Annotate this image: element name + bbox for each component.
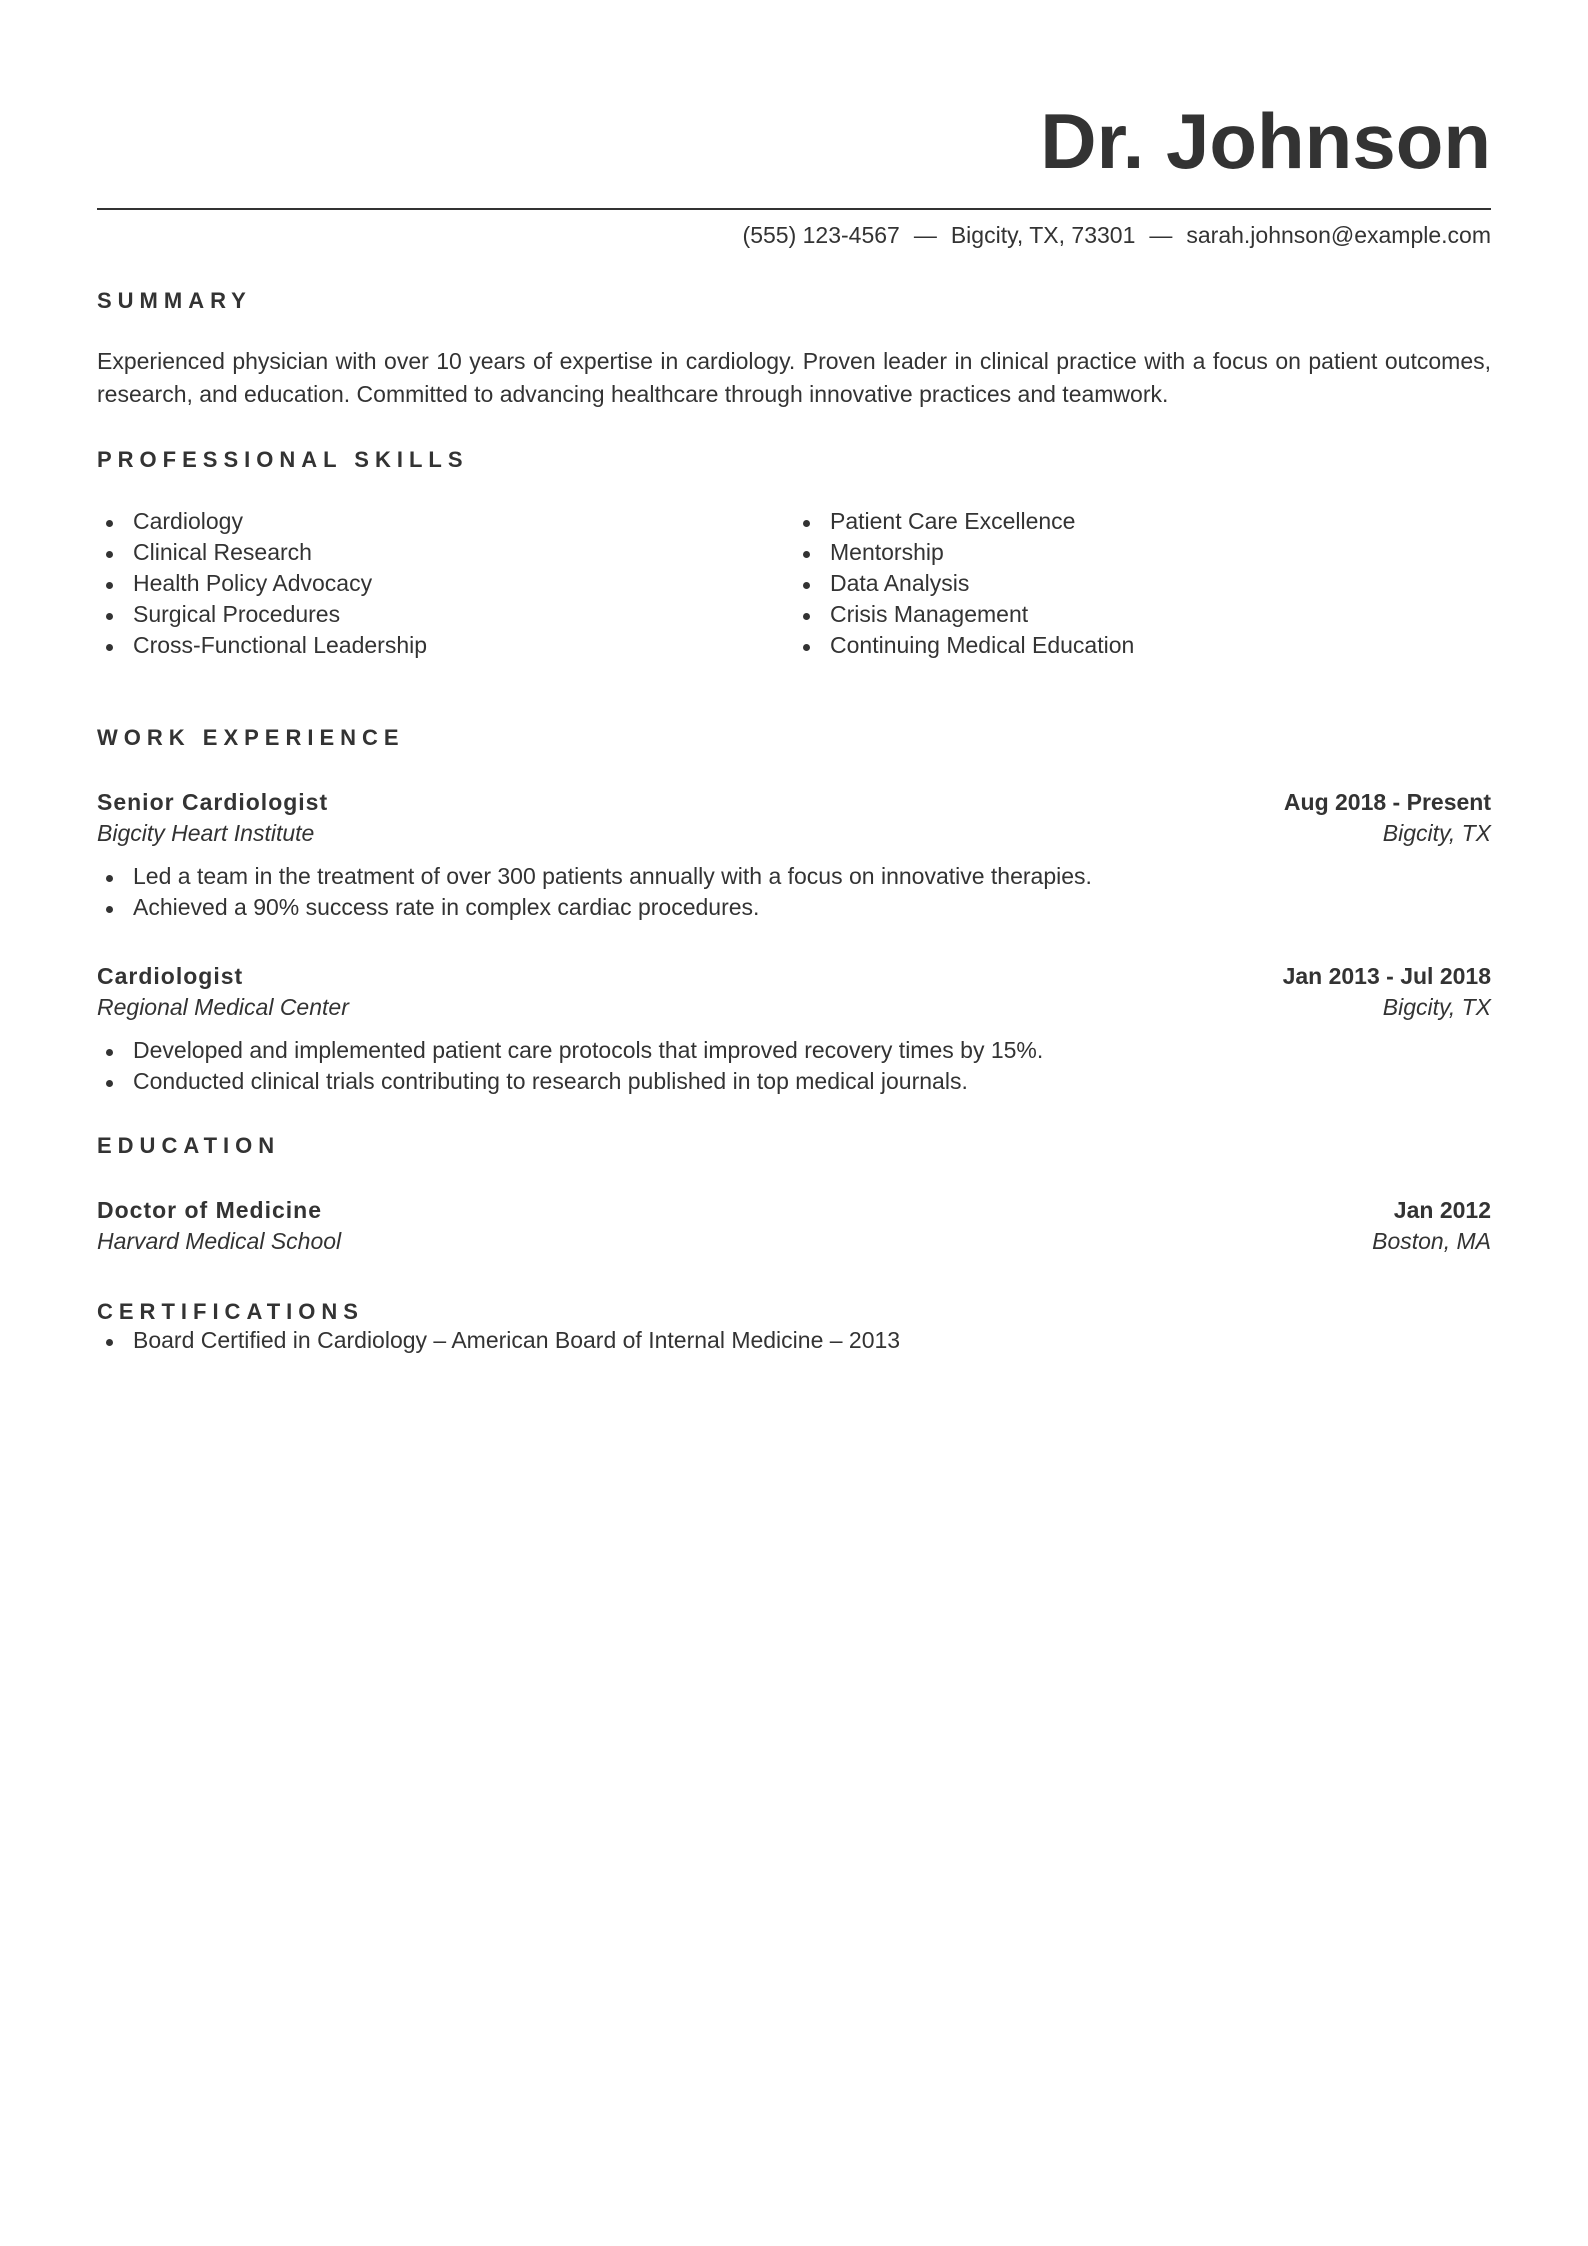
education-entry (97, 1195, 1491, 1257)
skill-item: Health Policy Advocacy (97, 568, 794, 599)
skill-item: Data Analysis (794, 568, 1491, 599)
skill-item: Clinical Research (97, 537, 794, 568)
contact-separator: — (913, 222, 937, 248)
certifications-list (97, 1325, 1491, 1356)
job-title: Senior Cardiologist (97, 788, 329, 815)
skill-item: Crisis Management (794, 599, 1491, 630)
skill-item: Surgical Procedures (97, 599, 794, 630)
skill-item: Continuing Medical Education (794, 630, 1491, 661)
job-dates: Jan 2013 - Jul 2018 (1282, 962, 1491, 989)
job-achievements (97, 861, 1491, 923)
job-location: Bigcity, TX (1382, 993, 1491, 1020)
job-title: Cardiologist (97, 962, 244, 989)
skill-item: Patient Care Excellence (794, 506, 1491, 537)
summary-text: Experienced physician with over 10 years of expertise in cardiology. Proven leader in clinical practice with a focus on patient outcomes, research, and education. Committed to advancing healthcare through innovative practices and teamwork. (97, 347, 1491, 407)
job-employer: Bigcity Heart Institute (97, 819, 315, 846)
certifications-heading: CERTIFICATIONS (97, 1298, 364, 1324)
achievement-item: Achieved a 90% success rate in complex cardiac procedures. (97, 892, 1491, 923)
job-dates: Aug 2018 - Present (1283, 788, 1491, 815)
header-divider (97, 208, 1491, 210)
school-location: Boston, MA (1372, 1227, 1491, 1254)
contact-phone: (555) 123-4567 (742, 222, 900, 248)
summary-heading: SUMMARY (97, 287, 252, 313)
candidate-name: Dr. Johnson (1040, 97, 1491, 185)
education-date: Jan 2012 (1393, 1196, 1491, 1223)
achievement-item: Led a team in the treatment of over 300 patients annually with a focus on innovative therapies. (97, 861, 1491, 892)
job-entry (97, 961, 1491, 1097)
skills-heading: PROFESSIONAL SKILLS (97, 446, 469, 472)
contact-line (97, 222, 1491, 250)
skills-columns (97, 506, 1491, 661)
education-heading: EDUCATION (97, 1132, 281, 1158)
skill-item: Mentorship (794, 537, 1491, 568)
school-name: Harvard Medical School (97, 1227, 342, 1254)
skill-item: Cross-Functional Leadership (97, 630, 794, 661)
certification-item: Board Certified in Cardiology – American Board of Internal Medicine – 2013 (97, 1325, 1491, 1356)
skills-list-right (794, 506, 1491, 661)
degree-title: Doctor of Medicine (97, 1196, 323, 1223)
job-entry (97, 787, 1491, 923)
job-achievements (97, 1035, 1491, 1097)
job-location: Bigcity, TX (1382, 819, 1491, 846)
skill-item: Cardiology (97, 506, 794, 537)
skills-list-left (97, 506, 794, 661)
achievement-item: Developed and implemented patient care protocols that improved recovery times by 15%. (97, 1035, 1491, 1066)
work-experience-heading: WORK EXPERIENCE (97, 724, 405, 750)
contact-email: sarah.johnson@example.com (1186, 222, 1491, 248)
contact-location: Bigcity, TX, 73301 (950, 222, 1136, 248)
job-employer: Regional Medical Center (97, 993, 349, 1020)
achievement-item: Conducted clinical trials contributing to research published in top medical journals. (97, 1066, 1491, 1097)
contact-separator: — (1149, 222, 1173, 248)
